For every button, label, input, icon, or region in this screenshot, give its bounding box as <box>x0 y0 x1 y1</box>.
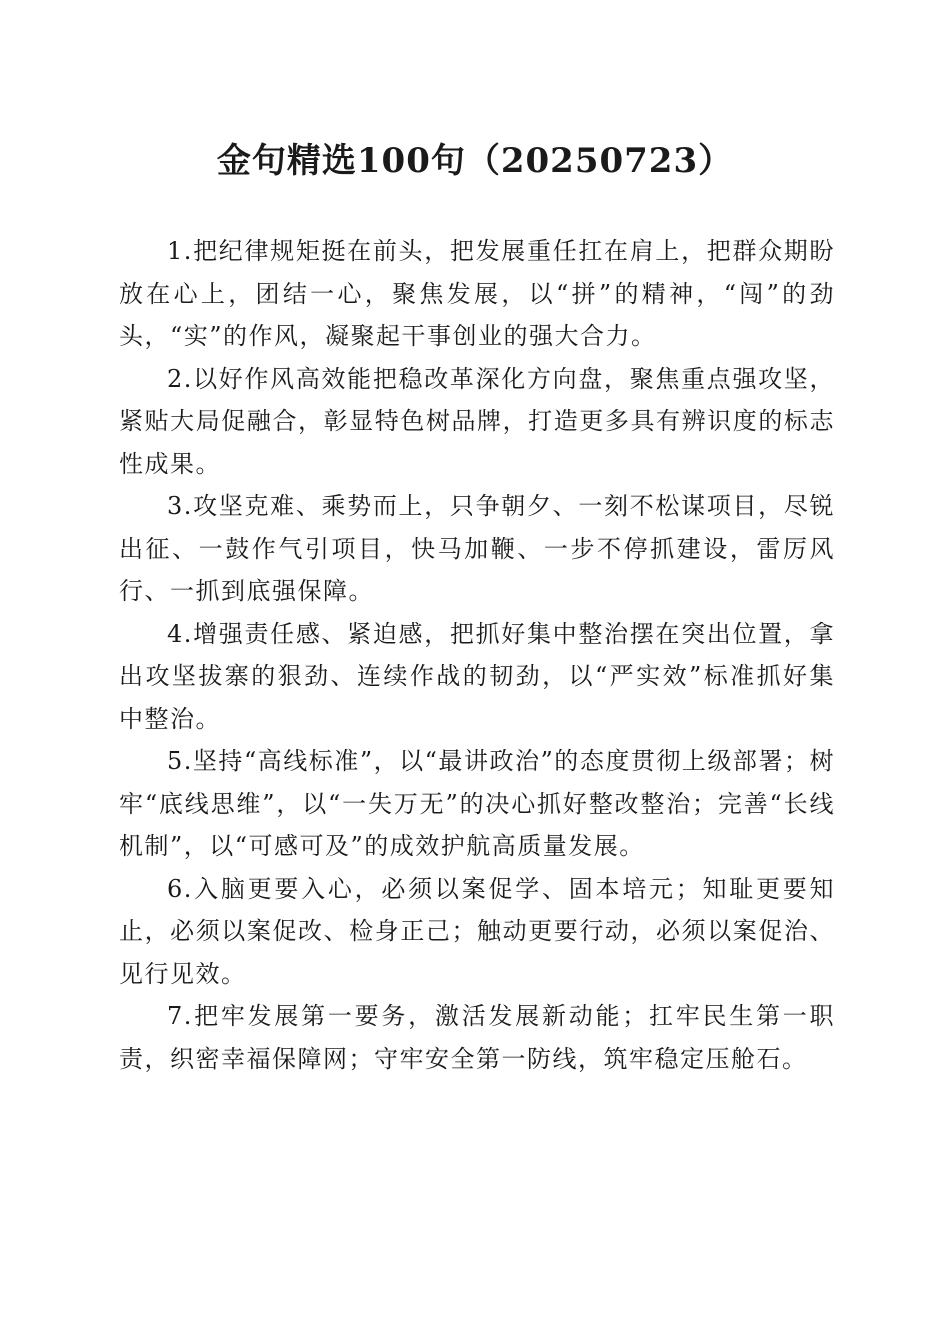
paragraph-1: 1.把纪律规矩挺在前头，把发展重任扛在肩上，把群众期盼放在心上，团结一心，聚焦发展，以“拼”的精神，“闯”的劲头，“实”的作风，凝聚起干事创业的强大合力。 <box>119 237 835 350</box>
paragraph-5: 5.坚持“高线标准”，以“最讲政治”的态度贯彻上级部署；树牢“底线思维”，以“一失万无”的决心抓好整改整治；完善“长线机制”，以“可感可及”的成效护航高质量发展。 <box>119 747 835 860</box>
paragraph-3: 3.攻坚克难、乘势而上，只争朝夕、一刻不松谋项目，尽锐出征、一鼓作气引项目，快马加鞭、一步不停抓建设，雷厉风行、一抓到底强保障。 <box>119 492 835 605</box>
paragraph-2: 2.以好作风高效能把稳改革深化方向盘，聚焦重点强攻坚，紧贴大局促融合，彰显特色树品牌，打造更多具有辨识度的标志性成果。 <box>119 364 835 478</box>
paragraph-4: 4.增强责任感、紧迫感，把抓好集中整治摆在突出位置，拿出攻坚拔寨的狠劲、连续作战的韧劲，以“严实效”标准抓好集中整治。 <box>119 619 835 733</box>
document-title: 金句精选100句（20250723） <box>216 141 734 181</box>
document-body <box>119 230 835 1080</box>
paragraph-6: 6.入脑更要入心，必须以案促学、固本培元；知耻更要知止，必须以案促改、检身正己；触动更要行动，必须以案促治、见行见效。 <box>119 874 835 988</box>
paragraph-7: 7.把牢发展第一要务，激活发展新动能；扛牢民生第一职责，织密幸福保障网；守牢安全第一防线，筑牢稳定压舱石。 <box>119 1002 835 1073</box>
